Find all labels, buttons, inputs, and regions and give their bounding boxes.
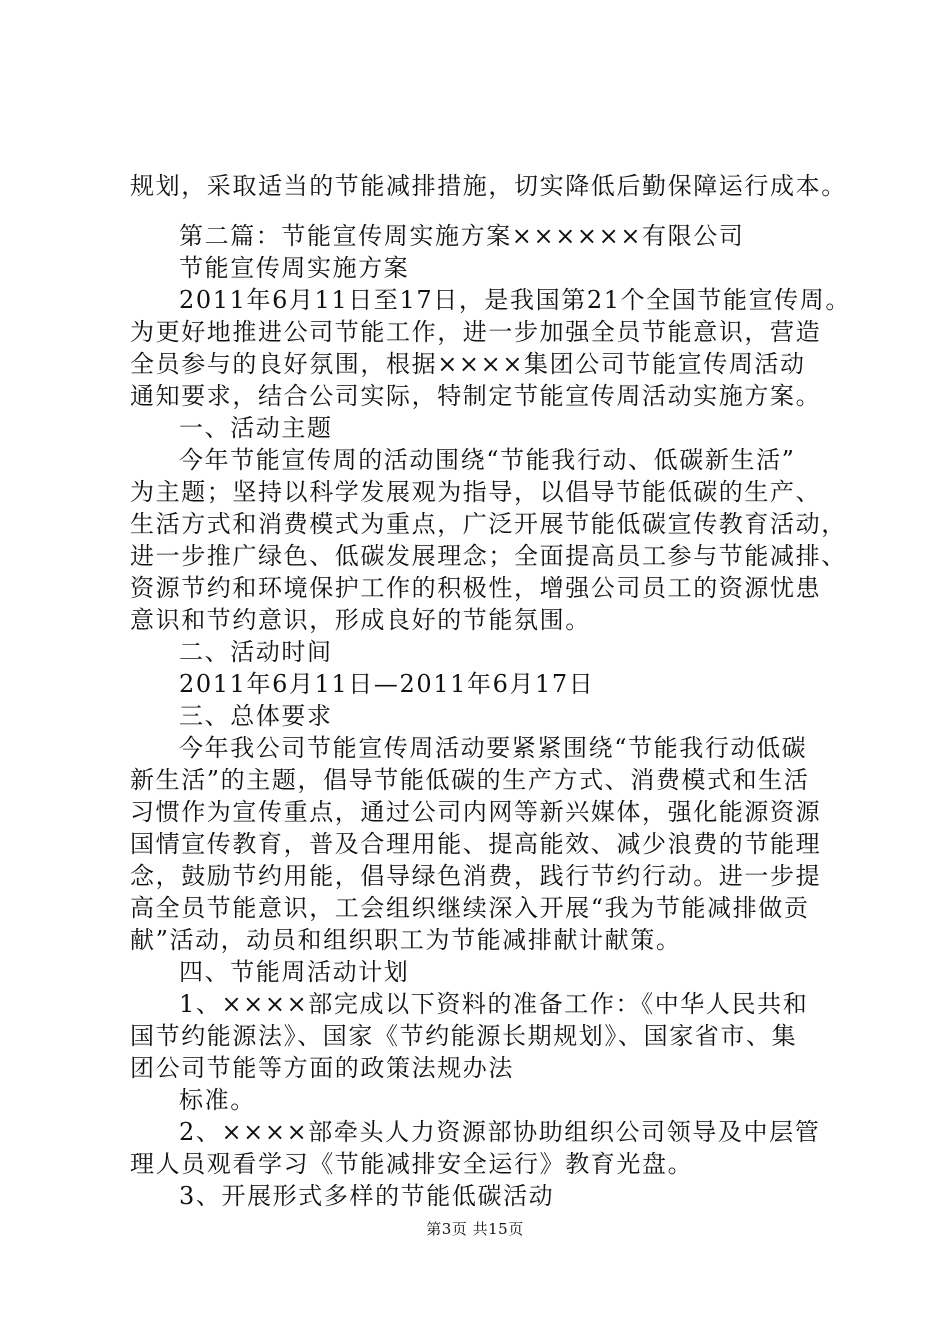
section-heading: 四、节能周活动计划: [179, 958, 410, 986]
text-line: 3、开展形式多样的节能低碳活动: [179, 1182, 555, 1210]
section-heading: 一、活动主题: [179, 414, 333, 442]
text-line: 2011年6月11日—2011年6月17日: [179, 670, 595, 698]
text-line: 生活方式和消费模式为重点，广泛开展节能低碳宣传教育活动，: [130, 510, 847, 538]
text-line: 国情宣传教育，普及合理用能、提高能效、减少浪费的节能理: [130, 830, 822, 858]
text-line: 为主题；坚持以科学发展观为指导，以倡导节能低碳的生产、: [130, 478, 822, 506]
text-line: 国节约能源法》、国家《节约能源长期规划》、国家省市、集: [130, 1022, 798, 1050]
text-line: 资源节约和环境保护工作的积极性，增强公司员工的资源忧患: [130, 574, 822, 602]
text-line: 意识和节约意识，形成良好的节能氛围。: [130, 606, 591, 634]
text-line: 2、××××部牵头人力资源部协助组织公司领导及中层管: [179, 1118, 821, 1146]
document-body: [130, 170, 865, 1212]
paragraph-gap: [130, 202, 865, 220]
text-line: 1、××××部完成以下资料的准备工作：《中华人民共和: [179, 990, 809, 1018]
text-line: 2011年6月11日至17日，是我国第21个全国节能宣传周。: [179, 286, 851, 314]
text-line: 团公司节能等方面的政策法规办法: [130, 1054, 514, 1082]
document-title: 节能宣传周实施方案: [179, 254, 410, 282]
text-line: 理人员观看学习《节能减排安全运行》教育光盘。: [130, 1150, 694, 1178]
text-line: 通知要求，结合公司实际，特制定节能宣传周活动实施方案。: [130, 382, 822, 410]
text-line: 为更好地推进公司节能工作，进一步加强全员节能意识，营造: [130, 318, 822, 346]
text-line: 念，鼓励节约用能，倡导绿色消费，践行节约行动。进一步提: [130, 862, 822, 890]
text-line: 新生活”的主题，倡导节能低碳的生产方式、消费模式和生活: [130, 766, 810, 794]
text-line: 进一步推广绿色、低碳发展理念；全面提高员工参与节能减排、: [130, 542, 847, 570]
text-line: 习惯作为宣传重点，通过公司内网等新兴媒体，强化能源资源: [130, 798, 822, 826]
section-heading: 二、活动时间: [179, 638, 333, 666]
text-line: 全员参与的良好氛围，根据××××集团公司节能宣传周活动: [130, 350, 806, 378]
text-line: 高全员节能意识，工会组织继续深入开展“我为节能减排做贡: [130, 894, 810, 922]
section-heading: 第二篇：节能宣传周实施方案××××××有限公司: [179, 222, 745, 250]
page-footer: 第3页 共15页: [426, 1220, 524, 1238]
text-line: 规划，采取适当的节能减排措施，切实降低后勤保障运行成本。: [130, 172, 847, 200]
section-heading: 三、总体要求: [179, 702, 333, 730]
text-line: 今年节能宣传周的活动围绕“节能我行动、低碳新生活”: [179, 446, 796, 474]
text-line: 献”活动，动员和组织职工为节能减排献计献策。: [130, 926, 682, 954]
text-line: 今年我公司节能宣传周活动要紧紧围绕“节能我行动低碳: [179, 734, 808, 762]
text-line: 标准。: [179, 1086, 256, 1114]
